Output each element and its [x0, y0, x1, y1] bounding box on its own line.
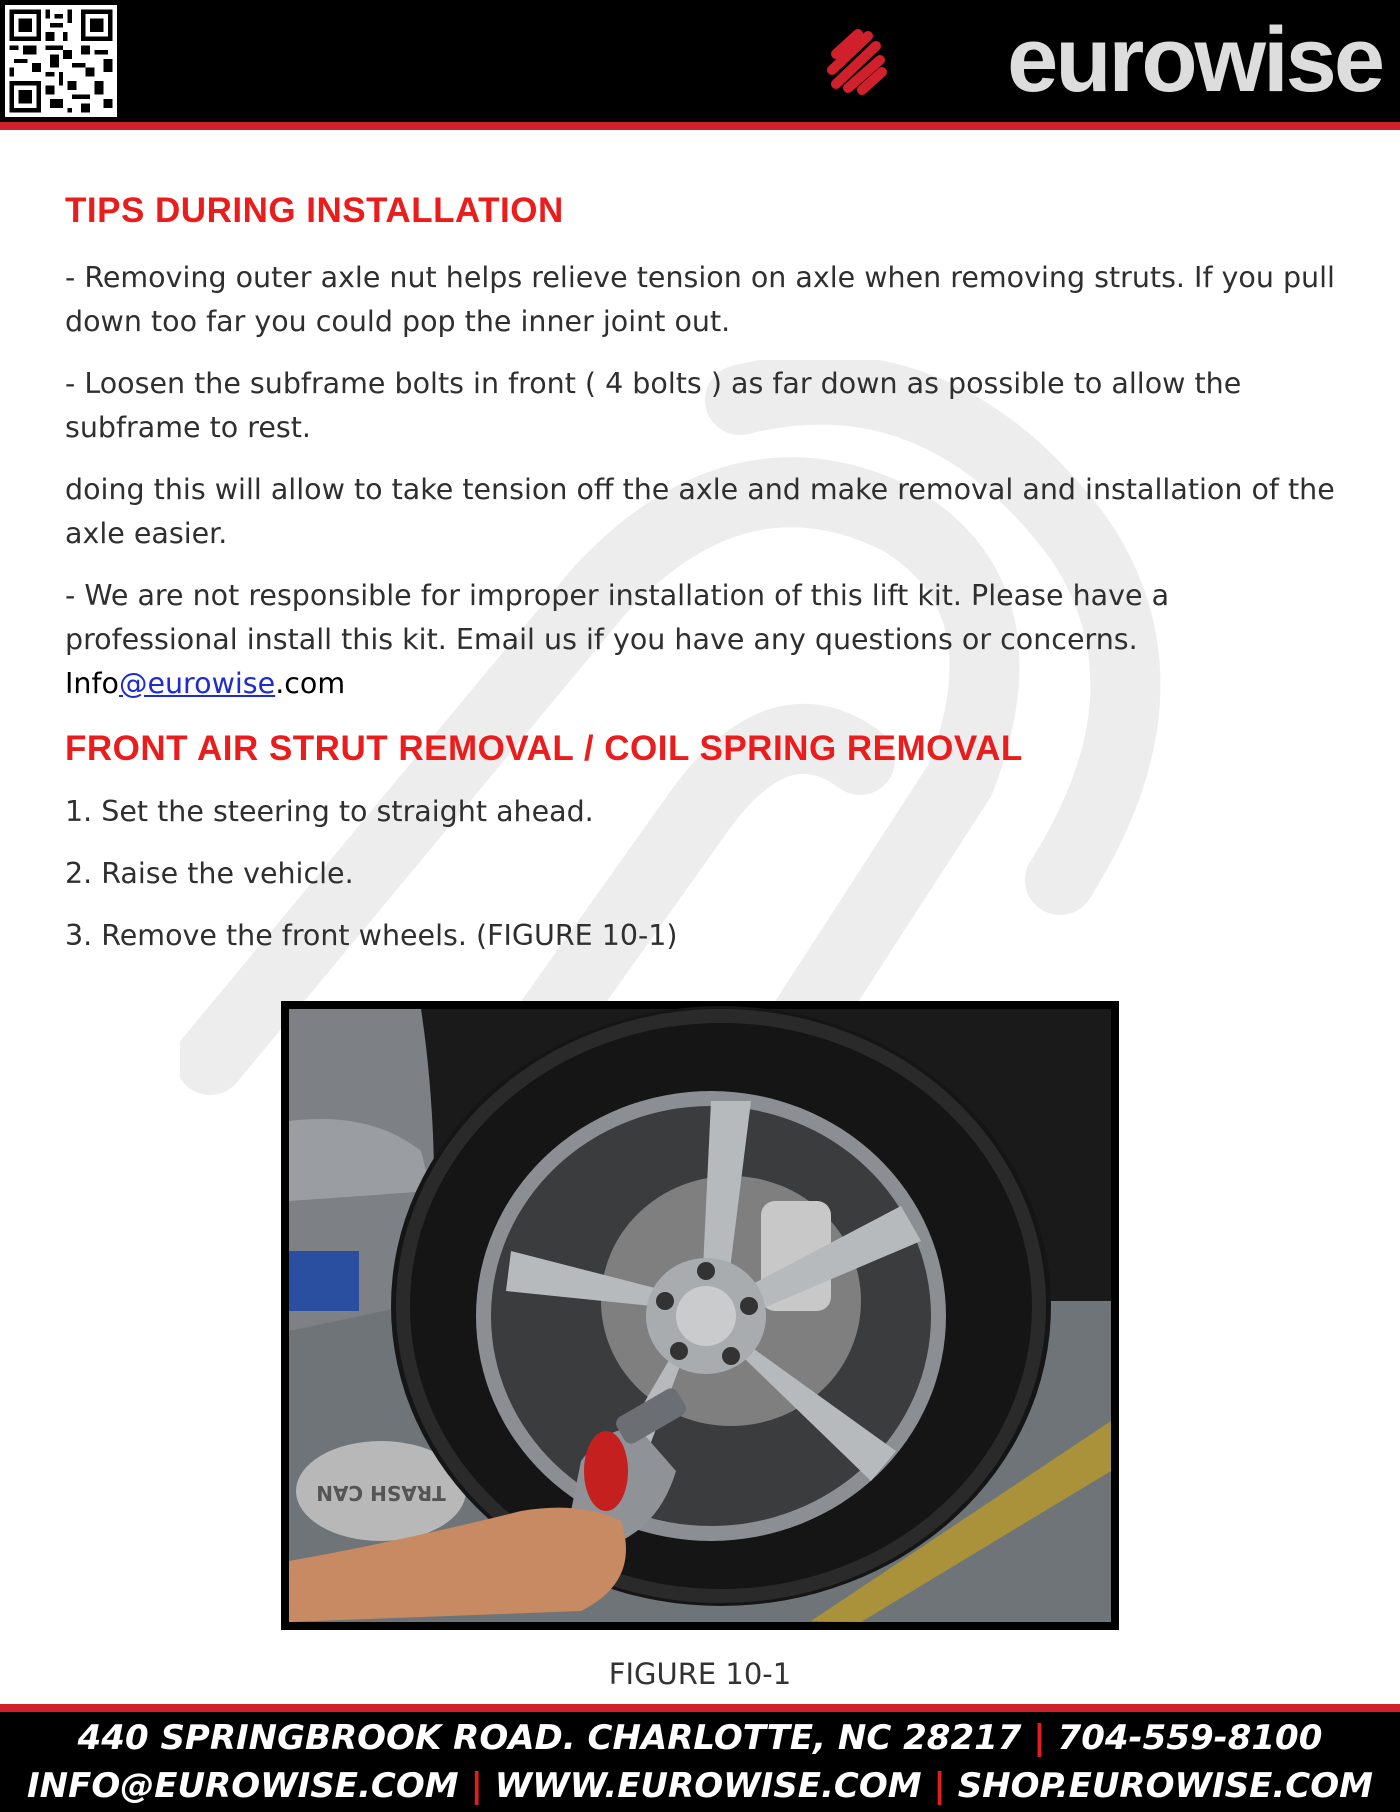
- figure-caption: FIGURE 10-1: [608, 1657, 792, 1691]
- tip-paragraph-4: - We are not responsible for improper installation of this lift kit. Please have a professional install this kit. Email us if you have any questions or concerns.: [65, 579, 1170, 656]
- tip-paragraph-2: - Loosen the subframe bolts in front ( 4 bolts ) as far down as possible to allow the subframe to rest.: [65, 367, 1242, 444]
- step-2: 2. Raise the vehicle.: [65, 857, 354, 890]
- contact-email: [65, 662, 1345, 706]
- figure-wheel-removal-photo: [281, 1001, 1119, 1630]
- step-3: 3. Remove the front wheels. (FIGURE 10-1): [65, 919, 678, 952]
- tip-paragraph-3: doing this will allow to take tension off the axle and make removal and installation of the axle easier.: [65, 473, 1335, 550]
- tip-paragraph-1: - Removing outer axle nut helps relieve tension on axle when removing struts. If you pull down too far you could pop the inner joint out.: [65, 261, 1335, 338]
- email-link[interactable]: @eurowise: [118, 667, 276, 700]
- header-accent-stripe: [0, 122, 1400, 130]
- page-footer: [0, 1712, 1400, 1812]
- main-content: [65, 190, 1345, 958]
- footer-shop[interactable]: SHOP.EUROWISE.COM: [957, 1766, 1373, 1806]
- floor-sign-text: TRASH CAN: [316, 1481, 446, 1505]
- footer-separator: |: [1033, 1718, 1046, 1758]
- footer-address-line: [0, 1712, 1400, 1762]
- logo-wordmark: eurowise: [1007, 9, 1382, 111]
- page-header: [0, 0, 1400, 122]
- email-suffix: .com: [275, 667, 346, 700]
- footer-separator: |: [933, 1766, 946, 1806]
- footer-website[interactable]: WWW.EUROWISE.COM: [494, 1766, 922, 1806]
- eurowise-logo[interactable]: [822, 9, 1382, 111]
- footer-accent-stripe: [0, 1704, 1400, 1712]
- section-heading-tips: TIPS DURING INSTALLATION: [65, 191, 564, 230]
- footer-separator: |: [470, 1766, 483, 1806]
- footer-links-line: [0, 1762, 1400, 1810]
- footer-email[interactable]: INFO@EUROWISE.COM: [26, 1766, 459, 1806]
- qr-code-icon[interactable]: [5, 5, 117, 117]
- email-prefix: Info: [65, 667, 119, 700]
- step-1: 1. Set the steering to straight ahead.: [65, 795, 594, 828]
- wheel-photo-illustration: [281, 1001, 1119, 1630]
- footer-address: 440 SPRINGBROOK ROAD. CHARLOTTE, NC 28217: [77, 1718, 1022, 1758]
- footer-phone[interactable]: 704-559-8100: [1057, 1718, 1323, 1758]
- section-heading-strut-removal: FRONT AIR STRUT REMOVAL / COIL SPRING REMOVAL: [65, 729, 1023, 768]
